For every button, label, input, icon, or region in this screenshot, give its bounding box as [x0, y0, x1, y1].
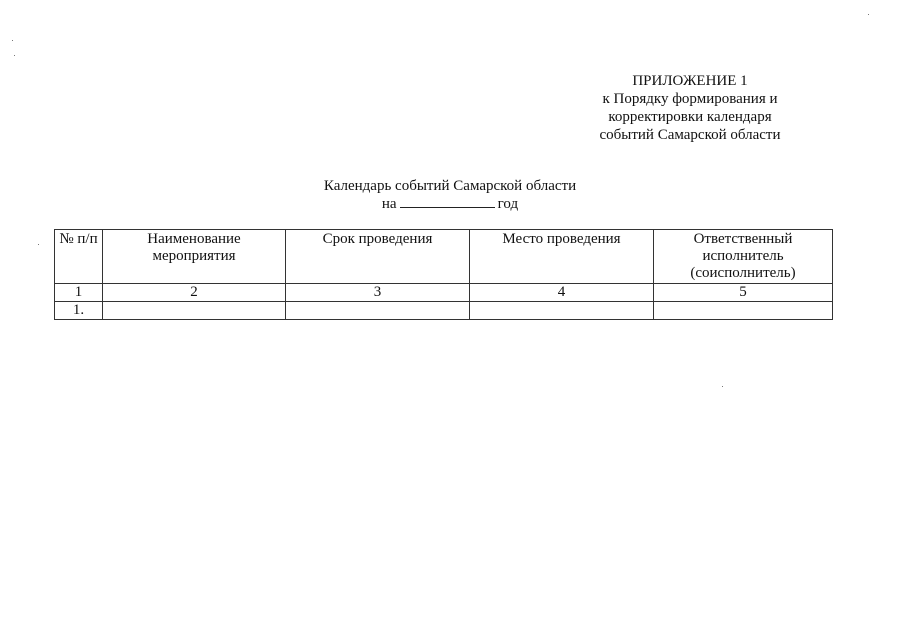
- header-number: № п/п: [55, 230, 103, 284]
- scan-speck: [14, 55, 15, 56]
- scan-speck: [12, 40, 13, 41]
- scan-speck: [868, 14, 869, 15]
- appendix-line-4: событий Самарской области: [599, 127, 781, 143]
- scan-speck: [722, 386, 723, 387]
- title-line: Календарь событий Самарской области: [323, 178, 577, 194]
- column-numbering-row: [55, 284, 833, 302]
- year-blank-field: [400, 195, 495, 208]
- appendix-header: [560, 72, 820, 144]
- document-title: [250, 177, 650, 213]
- appendix-title: ПРИЛОЖЕНИЕ 1: [632, 73, 748, 89]
- table-header-row: [55, 230, 833, 284]
- table-cell: [654, 302, 833, 320]
- table-cell: 2: [103, 284, 286, 302]
- year-prefix: на: [381, 196, 397, 212]
- table-cell: [286, 302, 470, 320]
- table-cell: 3: [286, 284, 470, 302]
- header-location: Место проведения: [470, 230, 654, 284]
- scan-speck: [38, 244, 39, 245]
- year-line: [250, 195, 650, 213]
- table-cell: 1: [55, 284, 103, 302]
- header-event-name: Наименование мероприятия: [103, 230, 286, 284]
- table-cell: 1.: [55, 302, 103, 320]
- appendix-line-2: к Порядку формирования и: [602, 91, 778, 107]
- header-date: Срок проведения: [286, 230, 470, 284]
- appendix-line-3: корректировки календаря: [608, 109, 772, 125]
- table-cell: 4: [470, 284, 654, 302]
- header-responsible: Ответственный исполнитель (соисполнитель): [654, 230, 833, 284]
- year-suffix: год: [497, 196, 519, 212]
- table-row: [55, 302, 833, 320]
- events-calendar-table: [54, 229, 833, 320]
- table-cell: [470, 302, 654, 320]
- table-cell: 5: [654, 284, 833, 302]
- table-cell: [103, 302, 286, 320]
